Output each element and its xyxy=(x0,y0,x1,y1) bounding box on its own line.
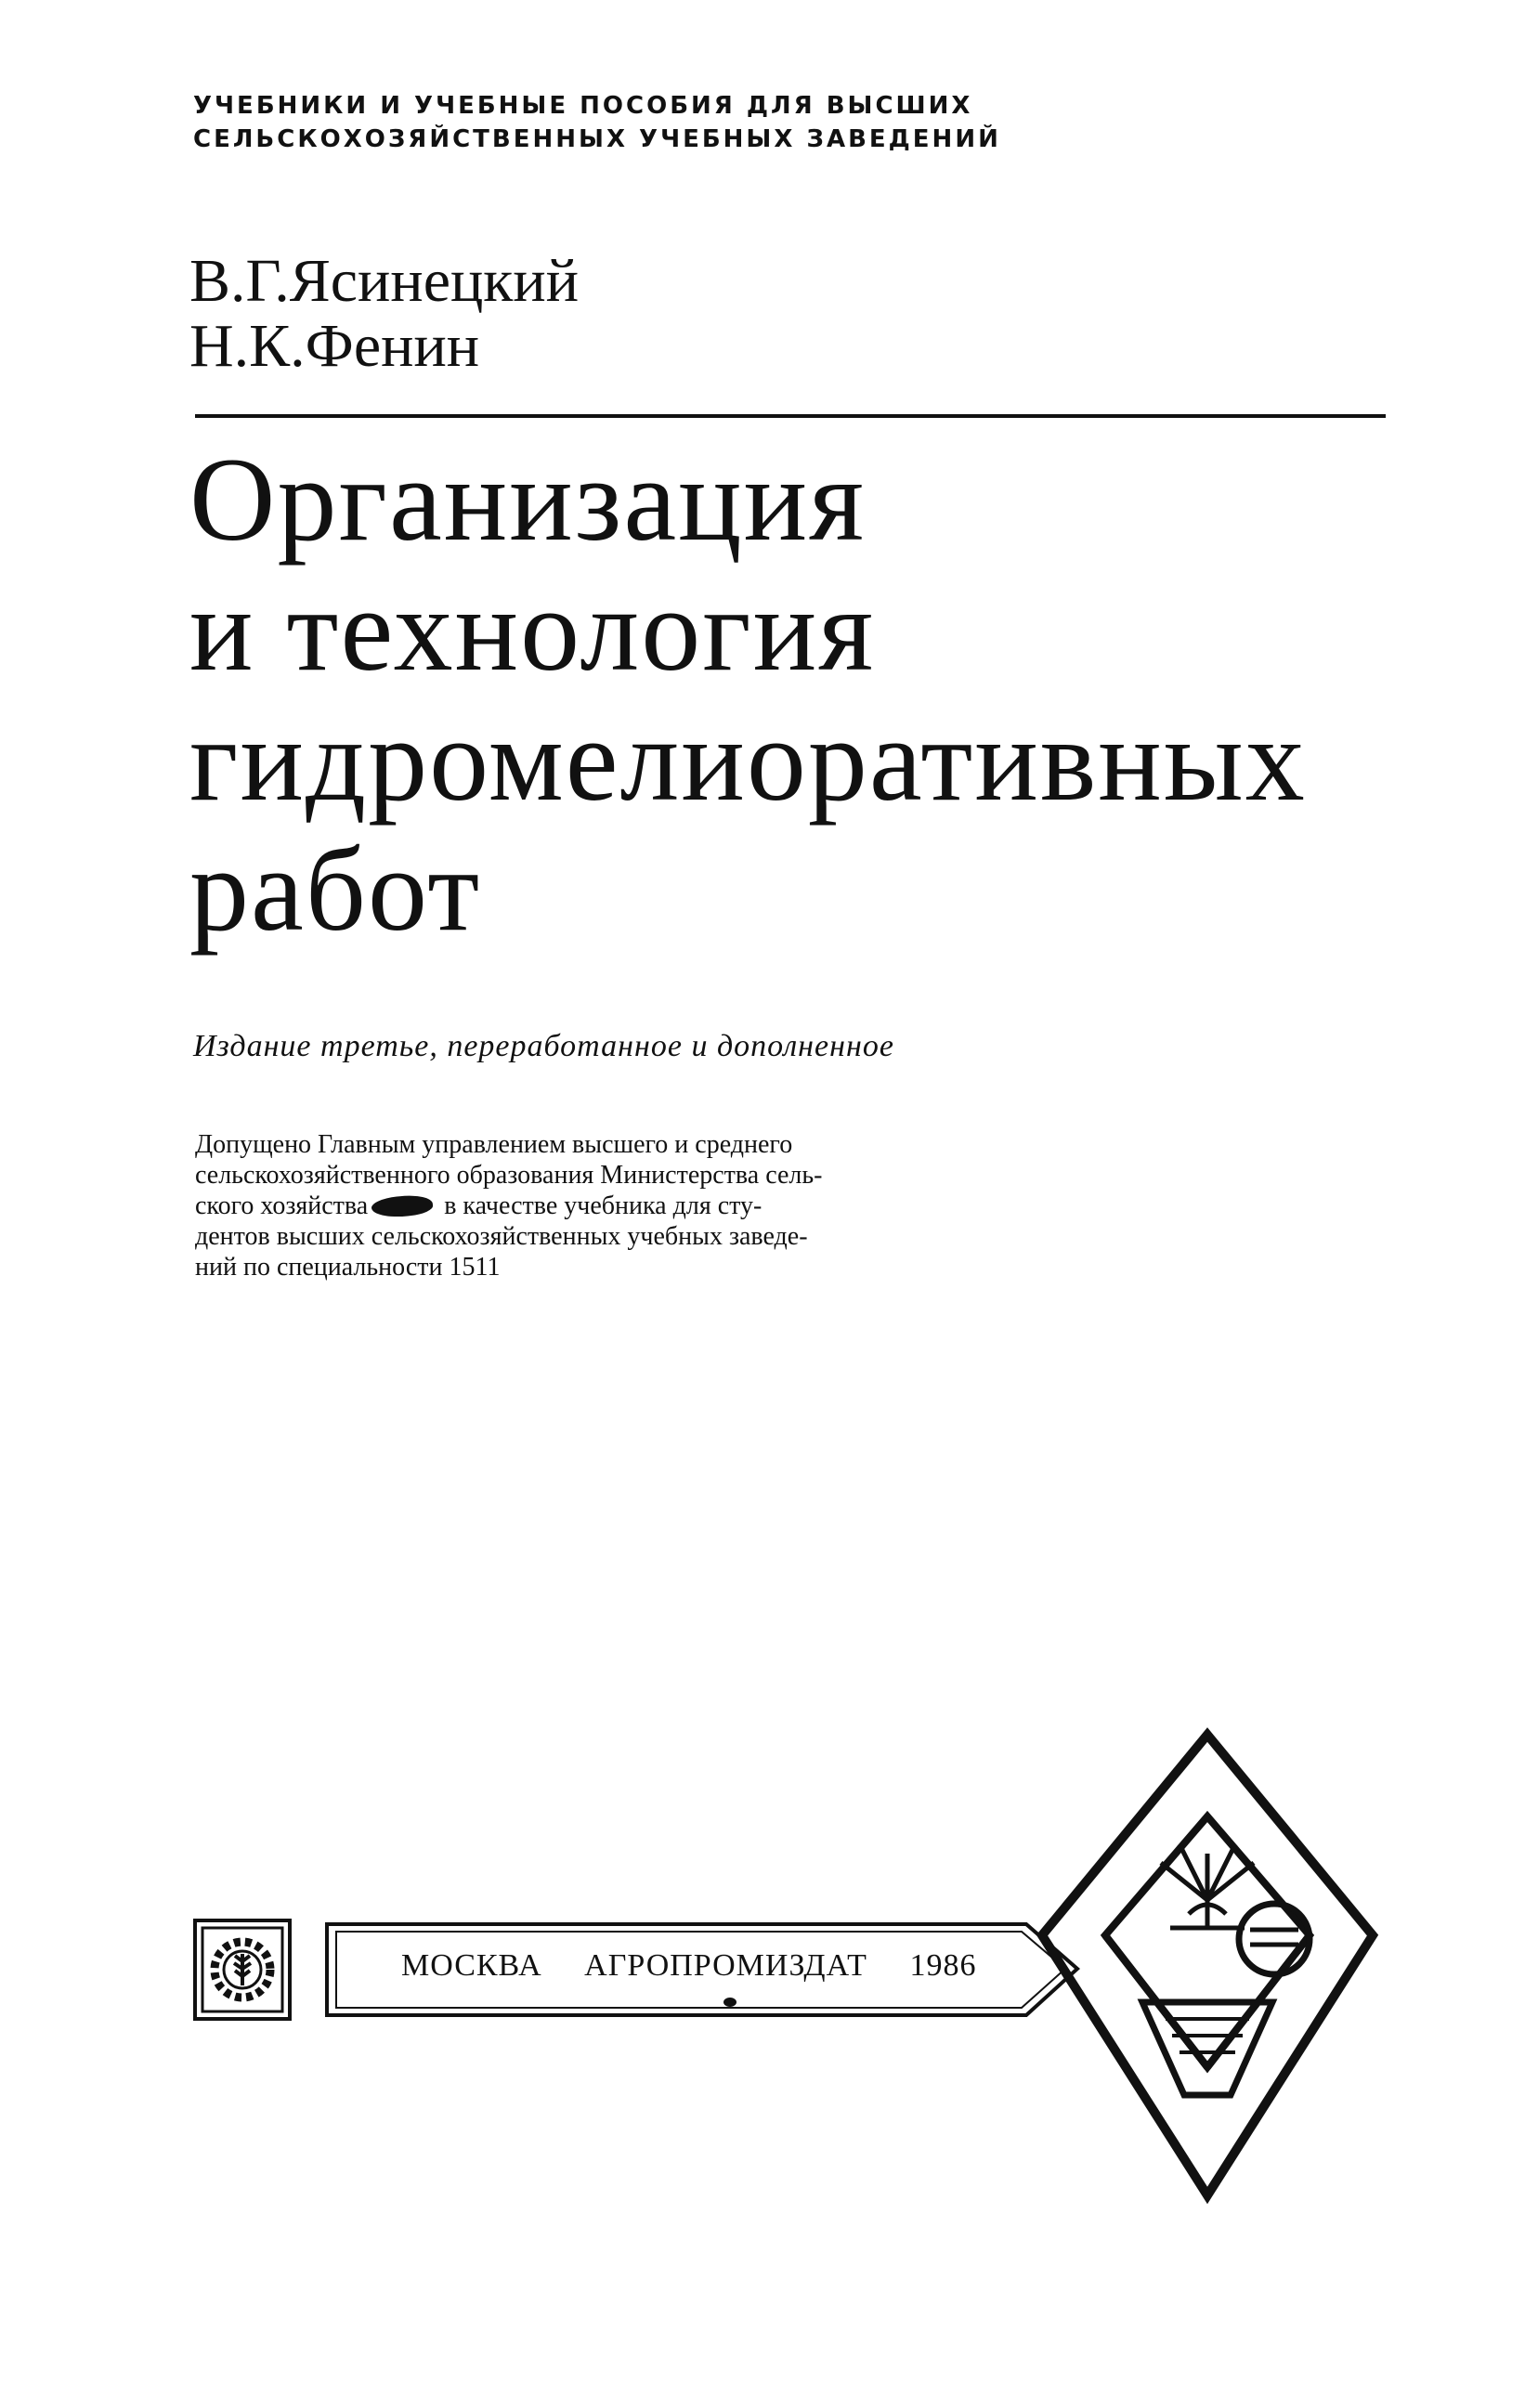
imprint-year: 1986 xyxy=(909,1948,977,1983)
approval-line: ний по специальности 1511 xyxy=(195,1253,501,1282)
approval-text: в качестве учебника для сту- xyxy=(444,1191,762,1220)
edition-note: Издание третье, переработанное и дополненное xyxy=(193,1029,894,1063)
approval-line xyxy=(195,1191,938,1221)
title-rule xyxy=(195,414,1386,418)
approval-text: ского хозяйства xyxy=(195,1191,369,1220)
author-name: Н.К.Фенин xyxy=(189,312,480,380)
agropromizdat-logo-icon xyxy=(193,1919,292,2021)
title-line: и технология xyxy=(189,564,876,696)
irrigation-emblem-icon xyxy=(1031,1724,1384,2211)
approval-line: дентов высших сельскохозяйственных учебных заведе- xyxy=(195,1222,808,1251)
title-line: Организация xyxy=(189,434,866,566)
book-title xyxy=(189,435,1508,955)
series-line: УЧЕБНИКИ И УЧЕБНЫЕ ПОСОБИЯ ДЛЯ ВЫСШИХ xyxy=(193,92,973,120)
series-heading xyxy=(193,89,1029,156)
approval-line: Допущено Главным управлением высшего и среднего xyxy=(195,1130,793,1159)
imprint xyxy=(401,1948,1010,1984)
imprint-publisher: АГРОПРОМИЗДАТ xyxy=(584,1948,867,1983)
author-name: В.Г.Ясинецкий xyxy=(189,247,580,315)
imprint-city: МОСКВА xyxy=(401,1948,542,1983)
authors xyxy=(189,249,579,379)
approval-line: сельскохозяйственного образования Министерства сель- xyxy=(195,1161,823,1190)
series-line: СЕЛЬСКОХОЗЯЙСТВЕННЫХ УЧЕБНЫХ ЗАВЕДЕНИЙ xyxy=(193,125,1001,153)
approval-note xyxy=(195,1129,938,1282)
title-line: работ xyxy=(189,824,482,956)
title-line: гидромелиоративных xyxy=(189,694,1307,826)
ink-blot xyxy=(371,1193,434,1220)
